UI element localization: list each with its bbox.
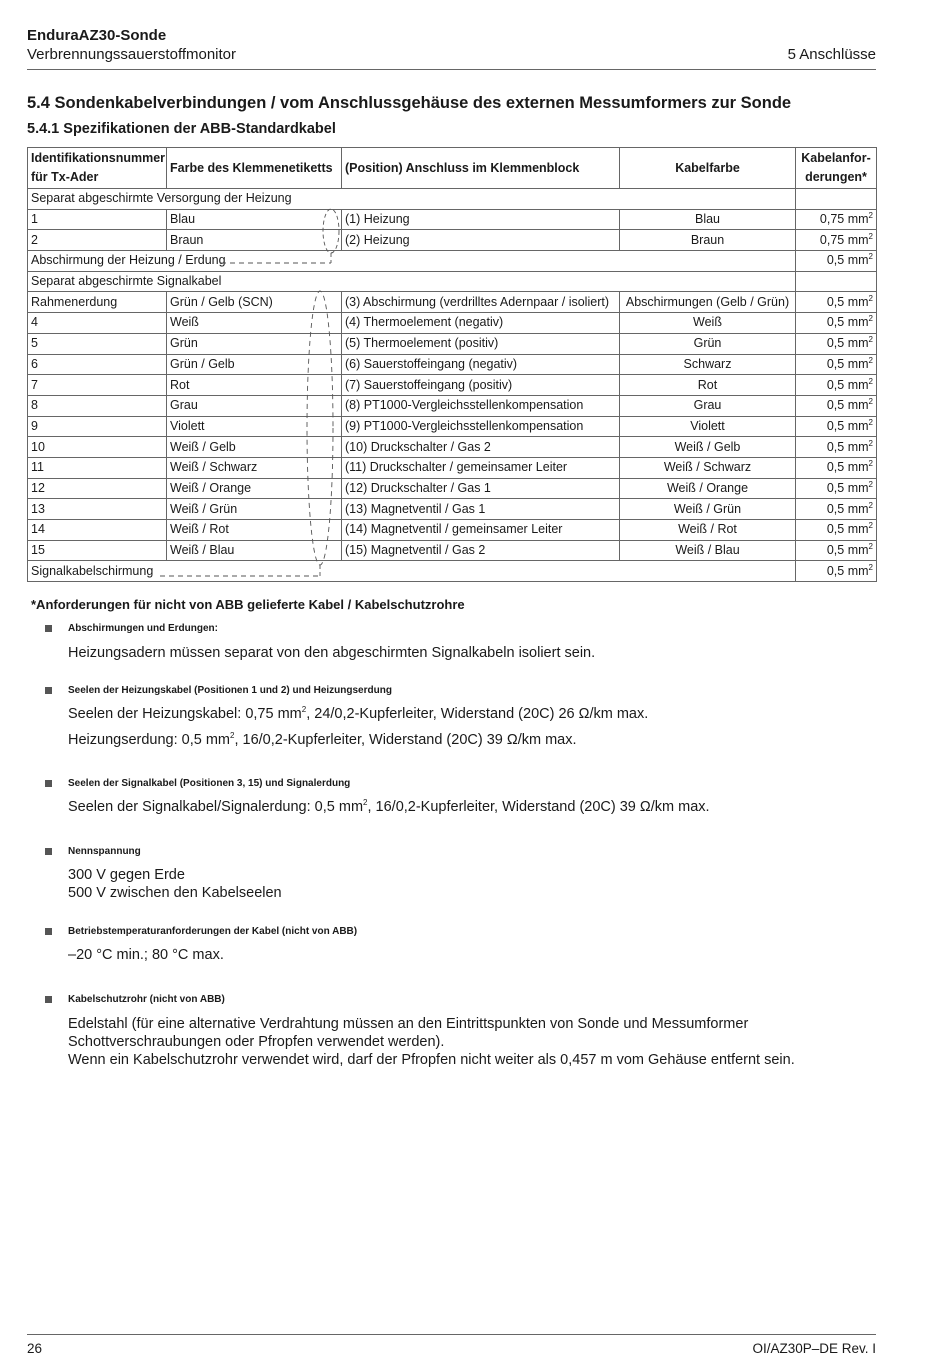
cell-terminal: (6) Sauerstoffeingang (negativ)	[342, 354, 620, 375]
cell-label-color: Rot	[167, 375, 342, 396]
cell-requirement	[796, 333, 877, 354]
table-header-row	[28, 148, 877, 189]
header-chapter: 5 Anschlüsse	[787, 46, 876, 63]
cell-label-color: Braun	[167, 230, 342, 251]
table-row	[28, 540, 877, 561]
bullet-square-icon	[45, 848, 52, 855]
req-value: 0,5 mm	[826, 253, 869, 268]
cell-requirement	[796, 478, 877, 499]
text-part: Seelen der Signalkabel/Signalerdung: 0,5 mm	[68, 799, 364, 815]
cell-id: 7	[28, 375, 167, 396]
req-value: 0,5 mm	[826, 377, 869, 392]
cable-spec-table	[27, 147, 877, 582]
footer-rule	[27, 1334, 876, 1335]
header-subtitle: Verbrennungssauerstoffmonitor	[27, 46, 237, 63]
table-row	[28, 354, 877, 375]
cell-terminal: (7) Sauerstoffeingang (positiv)	[342, 375, 620, 396]
req-value: 0,5 mm	[826, 501, 869, 516]
group-row-signal	[28, 271, 877, 292]
req-value: 0,5 mm	[826, 543, 869, 558]
bullet-heading: Nennspannung	[68, 846, 141, 857]
req-value: 0,5 mm	[826, 522, 869, 537]
cell-cable-color: Schwarz	[620, 354, 796, 375]
cell-label-color: Grün	[167, 333, 342, 354]
req-sup: 2	[868, 479, 873, 489]
table-row	[28, 457, 877, 478]
cell-id: 15	[28, 540, 167, 561]
header-product: EnduraAZ30-Sonde	[27, 27, 167, 44]
group-row-heating	[28, 189, 877, 210]
cell-label-color: Weiß / Rot	[167, 520, 342, 541]
cell-label-color: Violett	[167, 416, 342, 437]
text-sup: 2	[301, 705, 307, 715]
req-value: 0,75 mm	[819, 212, 869, 227]
cell-requirement	[796, 437, 877, 458]
bullet-text: –20 °C min.; 80 °C max.	[68, 947, 224, 963]
req-value: 0,5 mm	[826, 563, 869, 578]
req-sup: 2	[868, 459, 873, 469]
req-value: 0,5 mm	[826, 315, 869, 330]
shield-label: Abschirmung der Heizung / Erdung	[28, 251, 796, 272]
bullet-square-icon	[45, 625, 52, 632]
req-sup: 2	[868, 541, 873, 551]
req-sup: 2	[868, 252, 873, 262]
cell-requirement	[796, 251, 877, 272]
cell-cable-color: Weiß / Grün	[620, 499, 796, 520]
req-sup: 2	[868, 210, 873, 220]
cell-id: 11	[28, 457, 167, 478]
cell-terminal: (10) Druckschalter / Gas 2	[342, 437, 620, 458]
cell-terminal: (8) PT1000-Vergleichsstellenkompensation	[342, 395, 620, 416]
table-row	[28, 209, 877, 230]
req-sup: 2	[868, 562, 873, 572]
group-label: Separat abgeschirmte Versorgung der Heizung	[28, 189, 796, 210]
col-terminal-header: (Position) Anschluss im Klemmenblock	[342, 148, 620, 189]
cell-cable-color: Rot	[620, 375, 796, 396]
bullet-heading: Seelen der Heizungskabel (Positionen 1 und 2) und Heizungserdung	[68, 685, 392, 696]
cell-label-color: Grün / Gelb	[167, 354, 342, 375]
req-sup: 2	[868, 500, 873, 510]
table-row	[28, 230, 877, 251]
req-sup: 2	[868, 314, 873, 324]
text-sup: 2	[230, 731, 235, 741]
cell-id: 4	[28, 313, 167, 334]
text-sup: 2	[363, 798, 368, 808]
cell-requirement	[796, 375, 877, 396]
text-part: Seelen der Heizungskabel: 0,75 mm	[68, 706, 302, 722]
cell-requirement	[796, 395, 877, 416]
shield-row-signal	[28, 561, 877, 582]
table-row	[28, 416, 877, 437]
cell-id: 14	[28, 520, 167, 541]
cell-id: 10	[28, 437, 167, 458]
req-value: 0,5 mm	[826, 418, 869, 433]
col-label-color-header: Farbe des Klemmenetiketts	[167, 148, 342, 189]
document-id: OI/AZ30P–DE Rev. I	[752, 1341, 876, 1356]
cell-terminal: (13) Magnetventil / Gas 1	[342, 499, 620, 520]
bullet-square-icon	[45, 780, 52, 787]
cell-cable-color: Weiß / Orange	[620, 478, 796, 499]
cell-id: Rahmenerdung	[28, 292, 167, 313]
bullet-text	[68, 731, 577, 749]
section-subheading: 5.4.1 Spezifikationen der ABB-Standardkabel	[27, 121, 336, 137]
cell-requirement	[796, 561, 877, 582]
req-value: 0,5 mm	[826, 336, 869, 351]
cell-requirement	[796, 292, 877, 313]
cell-label-color: Weiß	[167, 313, 342, 334]
cell-id: 9	[28, 416, 167, 437]
cell-id: 13	[28, 499, 167, 520]
bullet-square-icon	[45, 687, 52, 694]
req-value: 0,5 mm	[826, 356, 869, 371]
bullet-heading: Betriebstemperaturanforderungen der Kabel (nicht von ABB)	[68, 926, 358, 937]
cell-requirement	[796, 540, 877, 561]
page-number: 26	[27, 1341, 43, 1356]
req-sup: 2	[868, 521, 873, 531]
bullet-text	[68, 705, 648, 723]
cell-requirement	[796, 520, 877, 541]
cell-terminal: (9) PT1000-Vergleichsstellenkompensation	[342, 416, 620, 437]
cell-cable-color: Weiß	[620, 313, 796, 334]
req-value: 0,5 mm	[826, 294, 869, 309]
cell-id: 6	[28, 354, 167, 375]
req-sup: 2	[868, 293, 873, 303]
cell-label-color: Weiß / Schwarz	[167, 457, 342, 478]
bullet-text: 500 V zwischen den Kabelseelen	[68, 885, 282, 901]
cell-label-color: Weiß / Gelb	[167, 437, 342, 458]
shield-row-heating	[28, 251, 877, 272]
group-label: Separat abgeschirmte Signalkabel	[28, 271, 796, 292]
text-part: Heizungserdung: 0,5 mm	[68, 732, 230, 748]
table-row	[28, 375, 877, 396]
cell-terminal: (11) Druckschalter / gemeinsamer Leiter	[342, 457, 620, 478]
cell-id: 12	[28, 478, 167, 499]
section-heading: 5.4 Sondenkabelverbindungen / vom Anschlussgehäuse des externen Messumformers zur Sonde	[27, 94, 792, 112]
cell-cable-color: Weiß / Blau	[620, 540, 796, 561]
req-sup: 2	[868, 231, 873, 241]
table-row	[28, 499, 877, 520]
cell-cable-color: Blau	[620, 209, 796, 230]
cell-terminal: (4) Thermoelement (negativ)	[342, 313, 620, 334]
cell-label-color: Weiß / Orange	[167, 478, 342, 499]
table-row	[28, 333, 877, 354]
col-cable-color-header: Kabelfarbe	[620, 148, 796, 189]
cell-cable-color: Abschirmungen (Gelb / Grün)	[620, 292, 796, 313]
cell-id: 5	[28, 333, 167, 354]
cell-id: 2	[28, 230, 167, 251]
empty-cell	[796, 271, 877, 292]
cell-id: 1	[28, 209, 167, 230]
req-sup: 2	[868, 417, 873, 427]
bullet-heading: Kabelschutzrohr (nicht von ABB)	[68, 994, 225, 1005]
bullet-heading: Seelen der Signalkabel (Positionen 3, 15) und Signalerdung	[68, 778, 351, 789]
req-sup: 2	[868, 335, 873, 344]
shield-label: Signalkabelschirmung	[28, 561, 796, 582]
bullet-text: 300 V gegen Erde	[68, 867, 185, 883]
table-row	[28, 395, 877, 416]
empty-cell	[796, 189, 877, 210]
req-sup: 2	[868, 397, 873, 407]
cell-label-color: Weiß / Blau	[167, 540, 342, 561]
req-value: 0,5 mm	[826, 480, 869, 495]
cell-requirement	[796, 313, 877, 334]
cell-terminal: (3) Abschirmung (verdrilltes Adernpaar / isoliert)	[342, 292, 620, 313]
table-row	[28, 478, 877, 499]
bullet-text: Wenn ein Kabelschutzrohr verwendet wird, darf der Pfropfen nicht weiter als 0,457 m vom Gehäuse entfernt sein.	[68, 1052, 795, 1068]
cell-requirement	[796, 209, 877, 230]
cell-requirement	[796, 354, 877, 375]
cell-cable-color: Grün	[620, 333, 796, 354]
cell-terminal: (15) Magnetventil / Gas 2	[342, 540, 620, 561]
cell-terminal: (14) Magnetventil / gemeinsamer Leiter	[342, 520, 620, 541]
table-row	[28, 313, 877, 334]
cell-requirement	[796, 457, 877, 478]
bullet-square-icon	[45, 996, 52, 1003]
cell-id: 8	[28, 395, 167, 416]
table-row	[28, 520, 877, 541]
col-id-header: Identifikationsnummer für Tx-Ader	[28, 148, 167, 189]
cell-cable-color: Weiß / Gelb	[620, 437, 796, 458]
text-part: , 24/0,2-Kupferleiter, Widerstand (20C) 26 Ω/km max.	[306, 706, 649, 722]
bullet-square-icon	[45, 928, 52, 935]
cell-label-color: Grau	[167, 395, 342, 416]
req-value: 0,75 mm	[819, 232, 869, 247]
cell-cable-color: Braun	[620, 230, 796, 251]
header-rule	[27, 69, 876, 70]
bullet-text: Heizungsadern müssen separat von den abgeschirmten Signalkabeln isoliert sein.	[68, 645, 596, 661]
cell-terminal: (12) Druckschalter / Gas 1	[342, 478, 620, 499]
bullet-text	[68, 798, 710, 816]
col-requirement-header: Kabelanforderungen*	[796, 148, 877, 189]
signal-rows	[28, 292, 877, 561]
cell-terminal: (5) Thermoelement (positiv)	[342, 333, 620, 354]
req-sup: 2	[868, 438, 873, 448]
cell-requirement	[796, 416, 877, 437]
req-value: 0,5 mm	[826, 439, 869, 454]
cell-terminal: (2) Heizung	[342, 230, 620, 251]
bullet-heading: Abschirmungen und Erdungen:	[68, 623, 218, 634]
cell-label-color: Grün / Gelb (SCN)	[167, 292, 342, 313]
req-sup: 2	[868, 355, 873, 365]
cell-label-color: Weiß / Grün	[167, 499, 342, 520]
table-row	[28, 437, 877, 458]
cell-requirement	[796, 230, 877, 251]
text-part: , 16/0,2-Kupferleiter, Widerstand (20C) 39 Ω/km max.	[234, 732, 577, 748]
req-value: 0,5 mm	[826, 398, 869, 413]
cell-label-color: Blau	[167, 209, 342, 230]
cell-cable-color: Grau	[620, 395, 796, 416]
cell-cable-color: Weiß / Rot	[620, 520, 796, 541]
bullet-text: Schottverschraubungen oder Pfropfen verwendet werden).	[68, 1034, 445, 1050]
req-sup: 2	[868, 376, 873, 386]
cell-cable-color: Weiß / Schwarz	[620, 457, 796, 478]
req-value: 0,5 mm	[826, 460, 869, 475]
cell-terminal: (1) Heizung	[342, 209, 620, 230]
cell-cable-color: Violett	[620, 416, 796, 437]
text-part: , 16/0,2-Kupferleiter, Widerstand (20C) 39 Ω/km max.	[367, 799, 710, 815]
notes-title: *Anforderungen für nicht von ABB gelieferte Kabel / Kabelschutzrohre	[31, 597, 465, 612]
cell-requirement	[796, 499, 877, 520]
bullet-text: Edelstahl (für eine alternative Verdrahtung müssen an den Eintrittspunkten von Sonde und Messumformer	[68, 1016, 749, 1032]
table-row	[28, 292, 877, 313]
